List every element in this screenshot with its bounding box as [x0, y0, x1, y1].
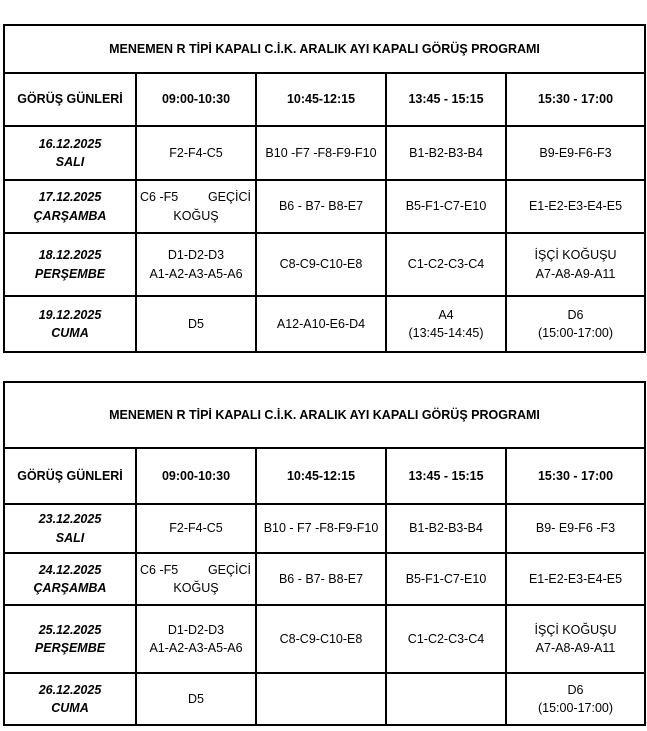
- table-row: [4, 673, 645, 725]
- slot-cell: D5: [136, 296, 256, 352]
- date: 24.12.2025: [38, 562, 102, 577]
- visit-schedule-table-2: [3, 381, 646, 726]
- day-cell: [4, 180, 136, 233]
- cell-text: A7-A8-A9-A11: [535, 266, 616, 281]
- weekday: PERŞEMBE: [34, 266, 106, 281]
- weekday: CUMA: [51, 326, 89, 340]
- slot-cell: [506, 605, 645, 673]
- slot-cell: C1-C2-C3-C4: [386, 605, 506, 673]
- weekday: ÇARŞAMBA: [33, 208, 107, 223]
- cell-text: İŞÇİ KOĞUŞU: [534, 248, 617, 263]
- header-slot-2: 10:45-12:15: [256, 448, 386, 504]
- table-row: [4, 180, 645, 233]
- cell-text: D1-D2-D3: [167, 248, 225, 263]
- slot-cell: B5-F1-C7-E10: [386, 553, 506, 605]
- cell-text: GEÇİCİ: [207, 190, 251, 205]
- cell-text: D1-D2-D3: [167, 622, 225, 637]
- slot-cell: [506, 233, 645, 296]
- slot-cell: D5: [136, 673, 256, 725]
- header-slot-1: 09:00-10:30: [136, 73, 256, 126]
- date: 26.12.2025: [38, 682, 102, 697]
- slot-cell: F2-F4-C5: [136, 126, 256, 180]
- date: 18.12.2025: [38, 248, 102, 263]
- date: 19.12.2025: [38, 307, 102, 322]
- header-slot-4: 15:30 - 17:00: [506, 73, 645, 126]
- table-row: [4, 605, 645, 673]
- slot-cell: B9-E9-F6-F3: [506, 126, 645, 180]
- slot-cell: B9- E9-F6 -F3: [506, 504, 645, 553]
- slot-cell: B10 - F7 -F8-F9-F10: [256, 504, 386, 553]
- slot-cell: E1-E2-E3-E4-E5: [506, 553, 645, 605]
- slot-cell: F2-F4-C5: [136, 504, 256, 553]
- header-slot-4: 15:30 - 17:00: [506, 448, 645, 504]
- date: 23.12.2025: [38, 512, 102, 527]
- cell-text: D6: [567, 682, 584, 697]
- cell-text: İŞÇİ KOĞUŞU: [534, 622, 617, 637]
- slot-cell: [506, 673, 645, 725]
- slot-cell: [256, 673, 386, 725]
- table-row: [4, 233, 645, 296]
- slot-cell: C8-C9-C10-E8: [256, 233, 386, 296]
- slot-cell: C1-C2-C3-C4: [386, 233, 506, 296]
- header-slot-1: 09:00-10:30: [136, 448, 256, 504]
- cell-text: C6 -F5: [140, 562, 179, 577]
- slot-cell: [506, 296, 645, 352]
- weekday: CUMA: [51, 701, 89, 715]
- header-slot-3: 13:45 - 15:15: [386, 73, 506, 126]
- slot-cell: [386, 673, 506, 725]
- slot-cell: [386, 296, 506, 352]
- slot-cell: [136, 553, 256, 605]
- slot-cell: B10 -F7 -F8-F9-F10: [256, 126, 386, 180]
- slot-cell: [136, 605, 256, 673]
- date: 16.12.2025: [38, 136, 102, 151]
- date: 17.12.2025: [38, 190, 102, 205]
- table-title: MENEMEN R TİPİ KAPALI C.İ.K. ARALIK AYI KAPALI GÖRÜŞ PROGRAMI: [4, 25, 645, 73]
- slot-cell: [136, 180, 256, 233]
- date: 25.12.2025: [38, 622, 102, 637]
- slot-cell: B5-F1-C7-E10: [386, 180, 506, 233]
- slot-cell: A12-A10-E6-D4: [256, 296, 386, 352]
- table-row: [4, 504, 645, 553]
- cell-text: GEÇİCİ: [207, 562, 251, 577]
- weekday: SALI: [55, 155, 85, 169]
- weekday: PERŞEMBE: [34, 641, 106, 655]
- header-slot-3: 13:45 - 15:15: [386, 448, 506, 504]
- cell-text: A1-A2-A3-A5-A6: [149, 641, 243, 655]
- cell-text: D6: [567, 307, 584, 322]
- slot-cell: B6 - B7- B8-E7: [256, 553, 386, 605]
- cell-text: (15:00-17:00): [537, 701, 614, 715]
- weekday: ÇARŞAMBA: [33, 581, 107, 595]
- table-title: MENEMEN R TİPİ KAPALI C.İ.K. ARALIK AYI KAPALI GÖRÜŞ PROGRAMI: [4, 382, 645, 448]
- table-row: [4, 553, 645, 605]
- slot-cell: B1-B2-B3-B4: [386, 126, 506, 180]
- cell-text: (15:00-17:00): [537, 326, 614, 340]
- day-cell: [4, 553, 136, 605]
- day-cell: [4, 126, 136, 180]
- slot-cell: E1-E2-E3-E4-E5: [506, 180, 645, 233]
- day-cell: [4, 605, 136, 673]
- header-visit-days: GÖRÜŞ GÜNLERİ: [4, 448, 136, 504]
- header-slot-2: 10:45-12:15: [256, 73, 386, 126]
- table-row: [4, 126, 645, 180]
- slot-cell: [136, 233, 256, 296]
- day-cell: [4, 296, 136, 352]
- cell-text: KOĞUŞ: [173, 581, 219, 595]
- slot-cell: B1-B2-B3-B4: [386, 504, 506, 553]
- weekday: SALI: [55, 530, 85, 545]
- slot-cell: B6 - B7- B8-E7: [256, 180, 386, 233]
- cell-text: C6 -F5: [140, 190, 179, 205]
- table-row: [4, 296, 645, 352]
- day-cell: [4, 504, 136, 553]
- cell-text: KOĞUŞ: [173, 208, 219, 223]
- cell-text: A1-A2-A3-A5-A6: [149, 266, 243, 281]
- cell-text: (13:45-14:45): [408, 326, 484, 340]
- header-visit-days: GÖRÜŞ GÜNLERİ: [4, 73, 136, 126]
- cell-text: A7-A8-A9-A11: [535, 641, 616, 655]
- cell-text: A4: [438, 307, 454, 322]
- slot-cell: C8-C9-C10-E8: [256, 605, 386, 673]
- visit-schedule-table-1: [3, 24, 646, 353]
- day-cell: [4, 673, 136, 725]
- day-cell: [4, 233, 136, 296]
